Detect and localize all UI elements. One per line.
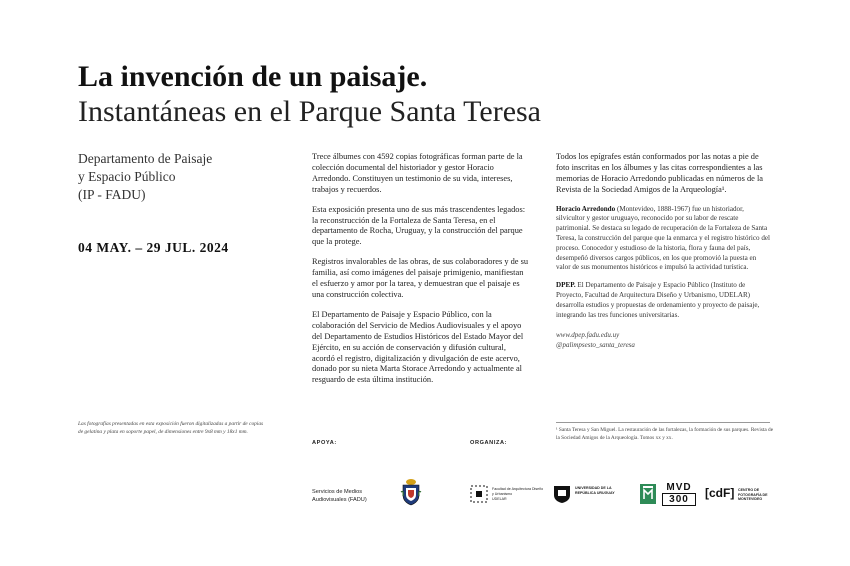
fadu-logo-text: Facultad de Arquitectura Diseño y Urbanismo — [492, 487, 544, 496]
bio-dpep — [556, 281, 770, 320]
cdf-logo — [705, 485, 780, 505]
photo-caption: Las fotografías presentadas en esta exposición fueron digitalizadas a partir de copias de gelatina y plata en soporte papel, de dimensiones entre 9x8 mm y 18x1 mm. — [78, 421, 264, 435]
udelar-shield-icon — [553, 484, 571, 504]
paragraph-legacy: Esta exposición presenta uno de sus más trascendentes legados: la reconstrucción de la Fortaleza de Santa Teresa, en el departamento de Rocha, Uruguay, y la construcción del parque que la protege. — [312, 204, 526, 247]
department-line-3: (IP - FADU) — [78, 187, 146, 202]
mvd-logo-top: MVD — [666, 482, 692, 493]
udelar-logo-text: UNIVERSIDAD DE LA REPÚBLICA URUGUAY — [575, 486, 615, 495]
army-crest-icon — [400, 478, 422, 506]
paragraph-records: Registros invalorables de las obras, de sus colaboradores y de su familia, así como imágenes del paisaje primigenio, manifiestan el esfuerzo y amor por la tarea, y demuestran que el paisaje es una construcción colectiva. — [312, 257, 529, 299]
fadu-logo — [470, 484, 544, 504]
bio-section — [556, 205, 770, 321]
bio-text: (Montevideo, 1888-1967) fue un historiador, silvicultor y gestor uruguayo, reconocido por su labor de rescate patrimonial. Se destaca su legado de recuperación de la Fortaleza de Santa Teresa, la construcción del parque que la enmarca y el registro histórico del proceso. Conocedor y estudioso de la historia, flora y fauna del país, desempeñó diversos cargos públicos, en los que promovió la puesta en valor de sus monumentos históricos e impulsó la actividad turística. — [556, 204, 771, 272]
secondary-text-column — [556, 152, 770, 350]
paragraph-department: El Departamento de Paisaje y Espacio Público, con la colaboración del Servicio de Medios Audiovisuales y el apoyo del Departamento de Estudios Históricos del Estado Mayor del Ejército, en su acción de conservación y difusión cultural, acordó el registro, digitalización y divulgación de este acervo, donado por su nieta Marta Storace Arredondo y actualmente al resguardo de esta última institución. — [312, 309, 524, 385]
organiza-label: ORGANIZA: — [470, 440, 508, 446]
links-block — [556, 330, 770, 350]
fadu-logo-subtext: UDELAR — [492, 497, 507, 501]
website-link[interactable]: www.dpep.fadu.edu.uy — [556, 331, 620, 340]
intendencia-logo-icon — [640, 484, 656, 504]
dpep-name: DPEP. — [556, 281, 576, 290]
paragraph-epigraphs: Todos los epígrafes están conformados por las notas a pie de foto inscritas en los álbumes y las citas correspondientes a las memorias de Horacio Arredondo publicadas en números de la Revista de la Sociedad Amigos de la Arqueología¹. — [556, 152, 763, 194]
mvd-300-logo — [662, 482, 696, 506]
footnote: ¹ Santa Teresa y San Miguel. La restauración de las fortalezas, la formación de sus parques. Revista de la Sociedad Amigos de la Arqueología. Tomos xx y xx. — [556, 427, 774, 441]
department-line-2: y Espacio Público — [78, 169, 176, 184]
udelar-logo — [553, 484, 617, 506]
dpep-text: El Departamento de Paisaje y Espacio Público (Instituto de Proyecto, Facultad de Arquitectura Diseño y Urbanismo, UDELAR) desarrolla estudios y propuestas de ordenamiento y proyecto de paisaje, integrando las tres funciones universitarias. — [556, 281, 760, 319]
instagram-handle[interactable]: @palimpsesto_santa_teresa — [556, 341, 635, 350]
exhibit-subtitle: Instantáneas en el Parque Santa Teresa — [78, 95, 541, 128]
main-text-column — [312, 152, 530, 395]
cdf-logo-text: CENTRO DE FOTOGRAFÍA DE MONTEVIDEO — [738, 488, 768, 502]
apoya-label: APOYA: — [312, 440, 337, 446]
department-line-1: Departamento de Paisaje — [78, 151, 213, 166]
apoya-sponsor-name: Servicios de Medios Audiovisuales (FADU) — [312, 489, 367, 503]
cdf-logo-mark: [cdF] — [705, 486, 735, 500]
fadu-mark-icon — [470, 485, 488, 503]
bio-name: Horacio Arredondo — [556, 204, 616, 213]
department-name — [78, 150, 278, 204]
mvd-logo-bottom: 300 — [662, 493, 696, 506]
paragraph-intro: Trece álbumes con 4592 copias fotográficas forman parte de la colección documental del historiador y gestor Horacio Arredondo. Constituyen un testimonio de su vida, intereses, trabajos y recuerdos. — [312, 152, 523, 194]
exhibit-title: La invención de un paisaje. — [78, 60, 428, 93]
footnote-divider — [556, 422, 770, 423]
exhibit-dates: 04 MAY. – 29 JUL. 2024 — [78, 240, 229, 255]
bio-arredondo — [556, 205, 770, 274]
